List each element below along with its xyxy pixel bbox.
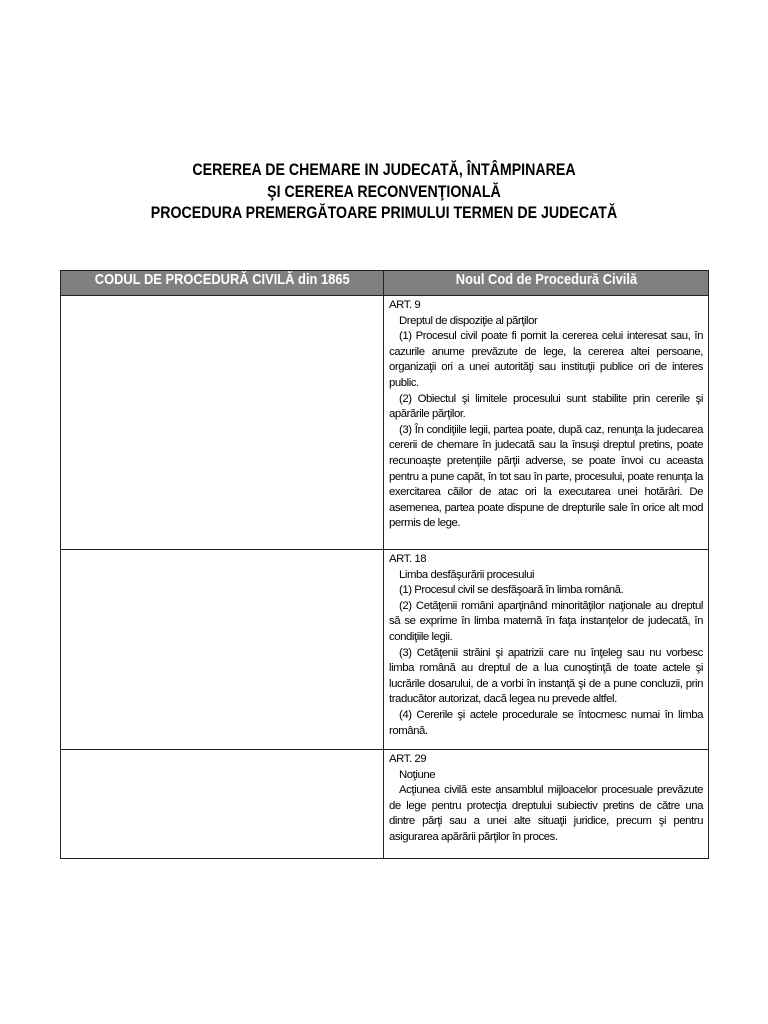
article-paragraph: Acţiunea civilă este ansamblul mijloacelor procesuale prevăzute de lege pentru protecţia dreptului subiectiv pretins de către una dintre părţi sau a unei alte situaţii juridice, precum şi pentru asigurarea apărării părţilor în proces. [389, 784, 703, 843]
title-line-3: PROCEDURA PREMERGĂTOARE PRIMULUI TERMEN DE JUDECATĂ [150, 204, 618, 222]
article-number: ART. 9 [389, 299, 421, 311]
article-heading: Limba desfăşurării procesului [399, 568, 535, 581]
article-paragraph: (3) În condiţiile legii, partea poate, după caz, renunţa la judecarea cererii de chemare în judecată sau la însuşi dreptul pretins, poate recunoaşte pretenţiile părţii adverse, se poate învoi cu aceasta pentru a pune capăt, în tot sau în parte, procesului, poate renunţa la exercitarea căilor de atac ori la executarea unei hotărâri. De asemenea, partea poate dispune de drepturile sale în orice alt mod permis de lege. [389, 423, 703, 530]
article-paragraph: (3) Cetăţenii străini şi apatrizii care nu înţeleg sau nu vorbesc limba română au dreptul de a lua cunoştinţă de toate actele şi lucrările dosarului, de a vorbi în instanţă şi de a pune concluzii, prin traducător autorizat, dacă legea nu prevede altfel. [389, 646, 703, 706]
title-line-2: ŞI CEREREA RECONVENŢIONALĂ [267, 182, 501, 201]
old-code-cell [61, 296, 384, 550]
old-code-cell [61, 550, 384, 750]
table-header-row [61, 271, 709, 296]
comparison-table [60, 270, 709, 859]
title-line-1: CEREREA DE CHEMARE IN JUDECATĂ, ÎNTÂMPINAREA [192, 161, 576, 179]
header-old-code: CODUL DE PROCEDURĂ CIVILĂ din 1865 [61, 271, 384, 296]
article-heading: Noţiune [399, 768, 436, 781]
article-paragraph: (2) Obiectul şi limitele procesului sunt stabilite prin cererile şi apărările părţilor. [389, 392, 703, 421]
new-code-cell [384, 550, 709, 750]
table-row [61, 750, 709, 859]
article-paragraph: (1) Procesul civil se desfăşoară în limba română. [399, 584, 624, 597]
old-code-cell [61, 750, 384, 859]
header-new-code: Noul Cod de Procedură Civilă [384, 271, 709, 296]
article-paragraph: (2) Cetăţenii români aparţinând minorităţilor naţionale au dreptul să se exprime în limba maternă în faţa instanţelor de judecată, în condiţiile legii. [389, 599, 703, 643]
new-code-cell [384, 750, 709, 859]
article-paragraph: (1) Procesul civil poate fi pornit la cererea celui interesat sau, în cazurile anume prevăzute de lege, la cererea altei persoane, organizaţii ori a unei autorităţi sau instituţii publice ori de interes public. [389, 330, 703, 389]
document-title [105, 160, 662, 225]
article-number: ART. 18 [389, 553, 427, 565]
new-code-cell [384, 296, 709, 550]
article-paragraph: (4) Cererile şi actele procedurale se întocmesc numai în limba română. [389, 708, 703, 737]
table-row [61, 296, 709, 550]
table-row [61, 550, 709, 750]
article-heading: Dreptul de dispoziţie al părţilor [399, 314, 538, 327]
article-number: ART. 29 [389, 753, 427, 765]
